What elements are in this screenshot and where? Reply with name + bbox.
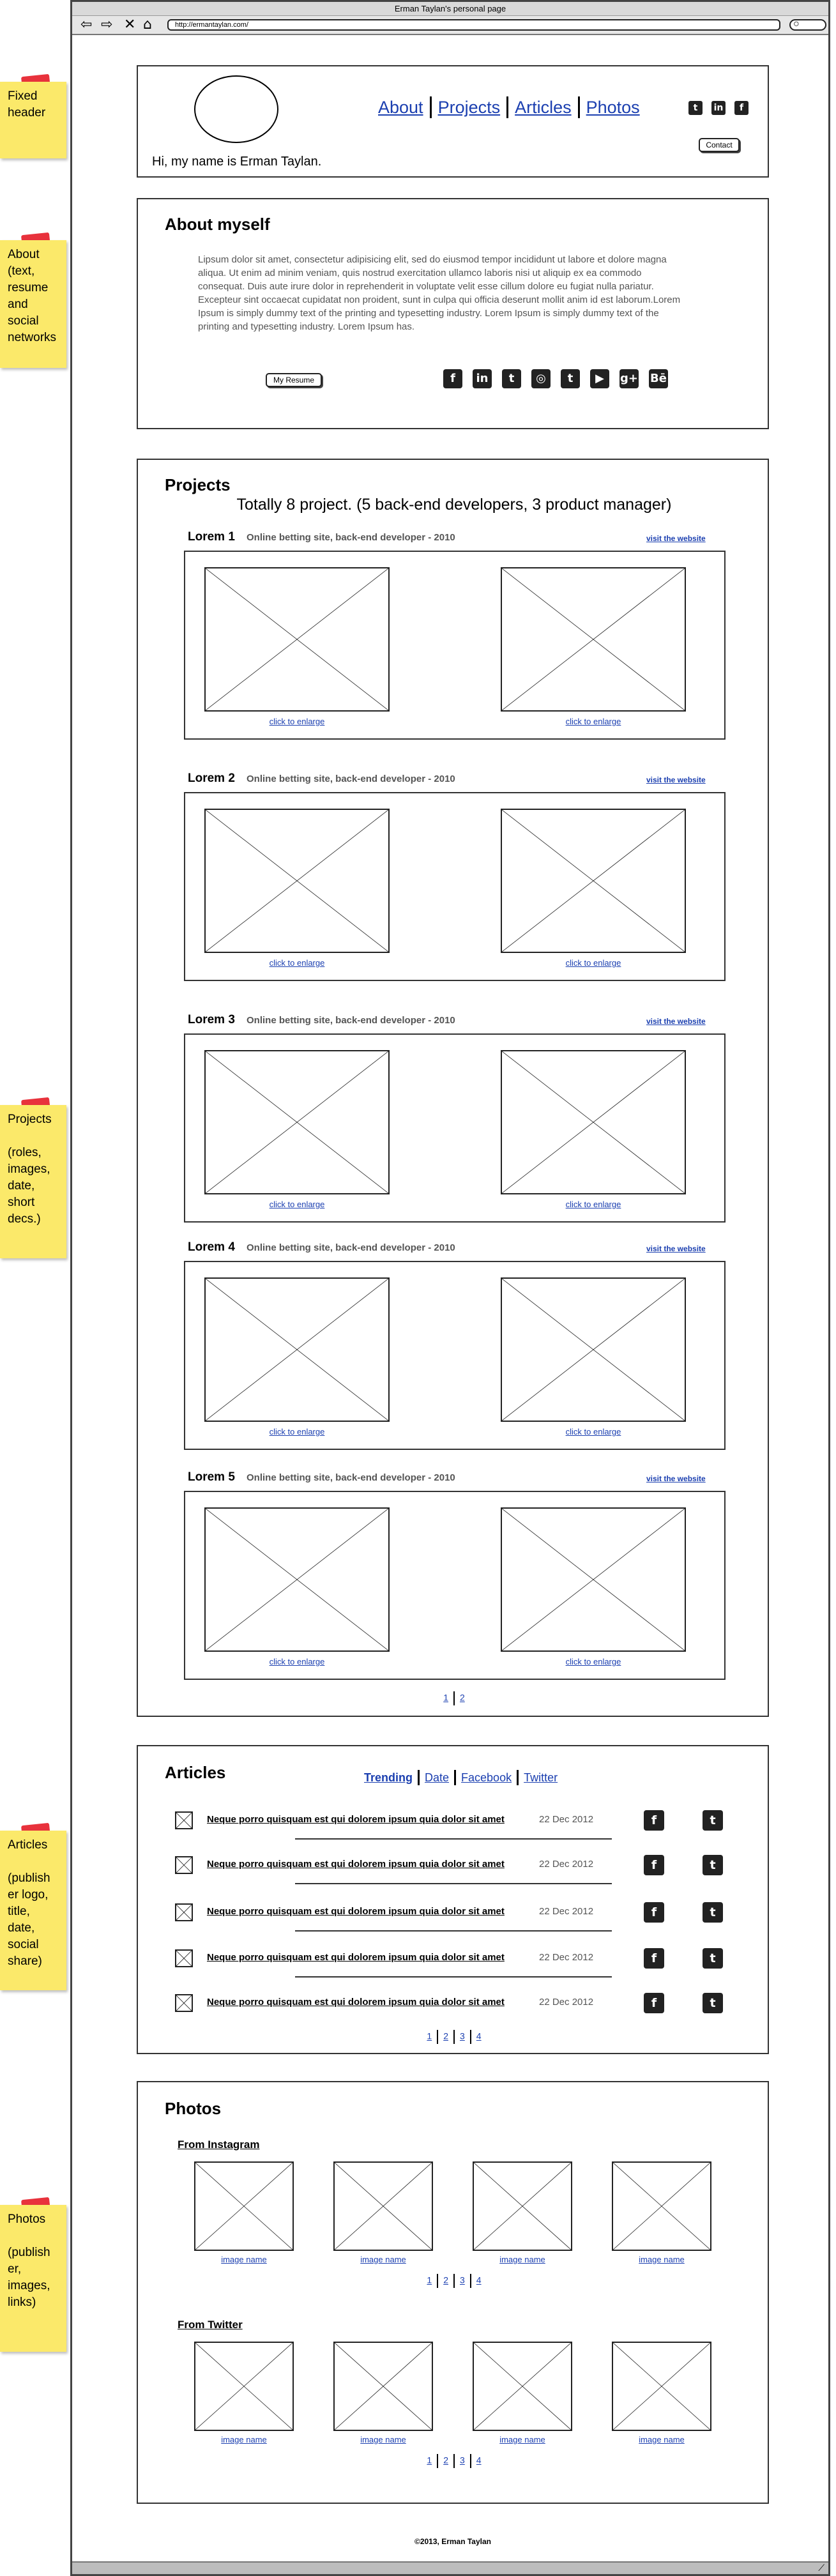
project-screenshot[interactable] xyxy=(204,1277,390,1422)
greeting-text: Hi, my name is Erman Taylan. xyxy=(152,155,322,169)
nav-projects[interactable]: Projects xyxy=(437,97,501,117)
nav-photos[interactable]: Photos xyxy=(586,97,640,117)
visit-website-link[interactable]: visit the website xyxy=(646,1474,706,1483)
tumblr-icon[interactable]: t xyxy=(561,369,580,388)
behance-icon[interactable]: Bē xyxy=(649,369,668,388)
youtube-icon[interactable]: ▶ xyxy=(590,369,609,388)
pager-separator xyxy=(453,2030,455,2044)
project-screenshot[interactable] xyxy=(501,567,686,712)
address-bar[interactable]: http://ermantaylan.com/ xyxy=(167,19,780,31)
annotation-note: Articles (publish er logo, title, date, social share) xyxy=(0,1831,66,1990)
photos-pagination xyxy=(138,2454,770,2468)
photos-title: Photos xyxy=(165,2099,222,2118)
pager-separator xyxy=(453,1691,455,1705)
about-title: About myself xyxy=(165,215,270,234)
pager-separator xyxy=(437,2030,438,2044)
twitter-share-icon[interactable]: t xyxy=(703,1855,723,1875)
resume-button[interactable]: My Resume xyxy=(266,373,322,387)
enlarge-link[interactable]: click to enlarge xyxy=(269,1427,325,1437)
photos-page-link[interactable]: 3 xyxy=(460,2455,465,2465)
enlarge-link[interactable]: click to enlarge xyxy=(269,1200,325,1209)
project-subtitle: Online betting site, back-end developer - 2010 xyxy=(247,1472,455,1483)
photo-thumbnail[interactable] xyxy=(194,2342,294,2431)
pager-separator xyxy=(453,2274,455,2288)
project-gallery xyxy=(184,551,726,740)
project-screenshot[interactable] xyxy=(501,1050,686,1194)
projects-section xyxy=(137,459,769,1717)
articles-section xyxy=(137,1745,769,2054)
twitter-icon[interactable]: t xyxy=(502,369,521,388)
project-name: Lorem 4 xyxy=(188,1240,235,1254)
facebook-icon[interactable]: f xyxy=(734,101,749,115)
enlarge-link[interactable]: click to enlarge xyxy=(565,717,621,726)
project-subtitle: Online betting site, back-end developer - 2010 xyxy=(247,532,455,543)
status-bar xyxy=(72,2561,828,2574)
project-subtitle: Online betting site, back-end developer - 2010 xyxy=(247,1242,455,1253)
photo-thumbnail[interactable] xyxy=(612,2342,711,2431)
enlarge-link[interactable]: click to enlarge xyxy=(565,958,621,968)
about-section xyxy=(137,198,769,429)
projects-summary: Totally 8 project. (5 back-end developers, 3 product manager) xyxy=(236,496,672,514)
twitter-icon[interactable]: t xyxy=(688,101,703,115)
photo-thumbnail[interactable] xyxy=(194,2161,294,2251)
enlarge-link[interactable]: click to enlarge xyxy=(269,1657,325,1666)
article-date: 22 Dec 2012 xyxy=(539,1997,594,2008)
tab-separator xyxy=(454,1770,456,1785)
photos-page-link[interactable]: 2 xyxy=(443,2275,448,2285)
article-divider xyxy=(295,1976,612,1978)
twitter-share-icon[interactable]: t xyxy=(703,1993,723,2013)
photo-name-link[interactable]: image name xyxy=(499,2255,545,2264)
twitter-share-icon[interactable]: t xyxy=(703,1810,723,1831)
projects-title: Projects xyxy=(165,475,231,494)
project-screenshot[interactable] xyxy=(204,1507,390,1652)
project-name: Lorem 5 xyxy=(188,1470,235,1484)
annotation-note: About (text, resume and social networks xyxy=(0,240,66,368)
facebook-share-icon[interactable]: f xyxy=(644,1993,664,2013)
photo-name-link[interactable]: image name xyxy=(499,2435,545,2444)
photos-page-link[interactable]: 2 xyxy=(443,2455,448,2465)
project-gallery xyxy=(184,1261,726,1450)
enlarge-link[interactable]: click to enlarge xyxy=(565,1427,621,1437)
publisher-logo xyxy=(175,1811,193,1829)
close-icon[interactable]: ✕ xyxy=(124,17,136,33)
linkedin-icon[interactable]: in xyxy=(711,101,726,115)
article-divider xyxy=(295,1883,612,1884)
enlarge-link[interactable]: click to enlarge xyxy=(269,958,325,968)
browser-search-field[interactable] xyxy=(789,19,826,31)
articles-title: Articles xyxy=(165,1763,226,1782)
pager-separator xyxy=(437,2454,438,2468)
nav-about[interactable]: About xyxy=(378,97,423,117)
project-screenshot[interactable] xyxy=(501,809,686,953)
main-nav xyxy=(378,96,640,119)
photo-thumbnail[interactable] xyxy=(612,2161,711,2251)
about-text: Lipsum dolor sit amet, consectetur adipisicing elit, sed do eiusmod tempor incididunt ut labore et dolore magna aliqua. Ut enim ad minim veniam, quis nostrud exercitation ullamco laboris nisi ut aliquip ex ea commodo consequat. Duis aute irure dolor in reprehenderit in voluptate velit esse cillum dolore eu fugiat nulla pariatur. Excepteur sint occaecat cupidatat non proident, sunt in culpa qui officia deserunt mollit anim id est laborum.Lorem Ipsum is simply dummy text of the printing and typesetting industry. Lorem Ipsum is simply dummy text of the printing and typesetting industry. Lorem Ipsum has. xyxy=(198,254,681,332)
projects-page-link[interactable]: 2 xyxy=(460,1692,465,1703)
twitter-share-icon[interactable]: t xyxy=(703,1948,723,1969)
project-gallery xyxy=(184,1491,726,1680)
facebook-share-icon[interactable]: f xyxy=(644,1902,664,1923)
photo-thumbnail[interactable] xyxy=(333,2342,433,2431)
twitter-share-icon[interactable]: t xyxy=(703,1902,723,1923)
tab-trending[interactable]: Trending xyxy=(364,1771,413,1784)
tab-twitter[interactable]: Twitter xyxy=(524,1771,558,1784)
project-screenshot[interactable] xyxy=(204,1050,390,1194)
facebook-share-icon[interactable]: f xyxy=(644,1855,664,1875)
pager-separator xyxy=(470,2274,471,2288)
enlarge-link[interactable]: click to enlarge xyxy=(565,1200,621,1209)
article-date: 22 Dec 2012 xyxy=(539,1859,594,1870)
project-gallery xyxy=(184,1033,726,1223)
facebook-share-icon[interactable]: f xyxy=(644,1948,664,1969)
project-subtitle: Online betting site, back-end developer - 2010 xyxy=(247,774,455,784)
photos-page-link[interactable]: 4 xyxy=(476,2275,482,2285)
nav-separator xyxy=(506,96,508,118)
photos-page-link[interactable]: 3 xyxy=(460,2275,465,2285)
article-date: 22 Dec 2012 xyxy=(539,1814,594,1825)
photos-section xyxy=(137,2081,769,2504)
visit-website-link[interactable]: visit the website xyxy=(646,775,706,784)
article-date: 22 Dec 2012 xyxy=(539,1952,594,1963)
photos-page-link[interactable]: 1 xyxy=(427,2455,432,2465)
search-icon: ○ xyxy=(793,19,800,29)
projects-pagination xyxy=(138,1691,770,1705)
projects-page-link[interactable]: 1 xyxy=(443,1692,448,1703)
project-screenshot[interactable] xyxy=(501,1277,686,1422)
photos-page-link[interactable]: 1 xyxy=(427,2275,432,2285)
project-gallery xyxy=(184,792,726,981)
articles-page-link[interactable]: 2 xyxy=(443,2031,448,2041)
project-screenshot[interactable] xyxy=(204,567,390,712)
photo-thumbnail[interactable] xyxy=(333,2161,433,2251)
photo-name-link[interactable]: image name xyxy=(221,2255,267,2264)
dribbble-icon[interactable]: ◎ xyxy=(531,369,551,388)
publisher-logo xyxy=(175,1949,193,1967)
visit-website-link[interactable]: visit the website xyxy=(646,1244,706,1253)
articles-page-link[interactable]: 3 xyxy=(460,2031,465,2041)
back-icon[interactable]: ⇦ xyxy=(80,17,93,33)
photo-name-link[interactable]: image name xyxy=(221,2435,267,2444)
article-title-link[interactable]: Neque porro quisquam est qui dolorem ipsum quia dolor sit amet xyxy=(207,1859,505,1870)
visit-website-link[interactable]: visit the website xyxy=(646,1017,706,1026)
tab-facebook[interactable]: Facebook xyxy=(461,1771,512,1784)
article-title-link[interactable]: Neque porro quisquam est qui dolorem ipsum quia dolor sit amet xyxy=(207,1997,505,2008)
tab-date[interactable]: Date xyxy=(425,1771,450,1784)
photo-thumbnail[interactable] xyxy=(473,2161,572,2251)
article-date: 22 Dec 2012 xyxy=(539,1906,594,1917)
annotation-note: Projects (roles, images, date, short decs.) xyxy=(0,1105,66,1258)
resize-grip-icon: ⟋ xyxy=(818,2563,825,2573)
pager-separator xyxy=(470,2454,471,2468)
enlarge-link[interactable]: click to enlarge xyxy=(269,717,325,726)
photo-name-link[interactable]: image name xyxy=(639,2435,685,2444)
about-social-links xyxy=(443,369,724,391)
photo-source-title: From Instagram xyxy=(178,2138,260,2151)
article-title-link[interactable]: Neque porro quisquam est qui dolorem ipsum quia dolor sit amet xyxy=(207,1814,505,1825)
publisher-logo xyxy=(175,1903,193,1921)
publisher-logo xyxy=(175,1856,193,1874)
photo-source-title: From Twitter xyxy=(178,2319,243,2331)
project-subtitle: Online betting site, back-end developer - 2010 xyxy=(247,1015,455,1026)
home-icon[interactable]: ⌂ xyxy=(143,17,152,33)
photo-name-link[interactable]: image name xyxy=(360,2255,406,2264)
annotation-note: Photos (publish er, images, links) xyxy=(0,2205,66,2352)
footer-copyright: ©2013, Erman Taylan xyxy=(414,2537,491,2546)
project-screenshot[interactable] xyxy=(501,1507,686,1652)
publisher-logo xyxy=(175,1994,193,2012)
pager-separator xyxy=(437,2274,438,2288)
contact-button[interactable]: Contact xyxy=(699,138,740,152)
project-screenshot[interactable] xyxy=(204,809,390,953)
visit-website-link[interactable]: visit the website xyxy=(646,534,706,543)
article-title-link[interactable]: Neque porro quisquam est qui dolorem ipsum quia dolor sit amet xyxy=(207,1952,505,1963)
pager-separator xyxy=(470,2030,471,2044)
header-section xyxy=(137,65,769,178)
google-plus-icon[interactable]: g+ xyxy=(619,369,639,388)
article-divider xyxy=(295,1838,612,1840)
facebook-share-icon[interactable]: f xyxy=(644,1810,664,1831)
nav-separator xyxy=(578,96,580,118)
tab-separator xyxy=(418,1770,420,1785)
project-name: Lorem 3 xyxy=(188,1013,235,1026)
articles-page-link[interactable]: 1 xyxy=(427,2031,432,2041)
article-filter-tabs xyxy=(364,1769,558,1786)
pager-separator xyxy=(453,2454,455,2468)
photos-pagination xyxy=(138,2274,770,2288)
enlarge-link[interactable]: click to enlarge xyxy=(565,1657,621,1666)
photo-name-link[interactable]: image name xyxy=(639,2255,685,2264)
forward-icon[interactable]: ⇨ xyxy=(101,17,113,33)
article-title-link[interactable]: Neque porro quisquam est qui dolorem ipsum quia dolor sit amet xyxy=(207,1906,505,1917)
photo-thumbnail[interactable] xyxy=(473,2342,572,2431)
avatar xyxy=(194,75,278,143)
tab-separator xyxy=(517,1770,519,1785)
nav-articles[interactable]: Articles xyxy=(515,97,572,117)
facebook-icon[interactable]: f xyxy=(443,369,462,388)
annotation-note: Fixed header xyxy=(0,82,66,158)
window-title: Erman Taylan's personal page xyxy=(72,2,828,16)
photo-name-link[interactable]: image name xyxy=(360,2435,406,2444)
photos-page-link[interactable]: 4 xyxy=(476,2455,482,2465)
linkedin-icon[interactable]: in xyxy=(473,369,492,388)
articles-page-link[interactable]: 4 xyxy=(476,2031,482,2041)
project-name: Lorem 1 xyxy=(188,530,235,544)
nav-separator xyxy=(430,96,432,118)
project-name: Lorem 2 xyxy=(188,772,235,785)
articles-pagination xyxy=(138,2030,770,2044)
article-divider xyxy=(295,1930,612,1932)
